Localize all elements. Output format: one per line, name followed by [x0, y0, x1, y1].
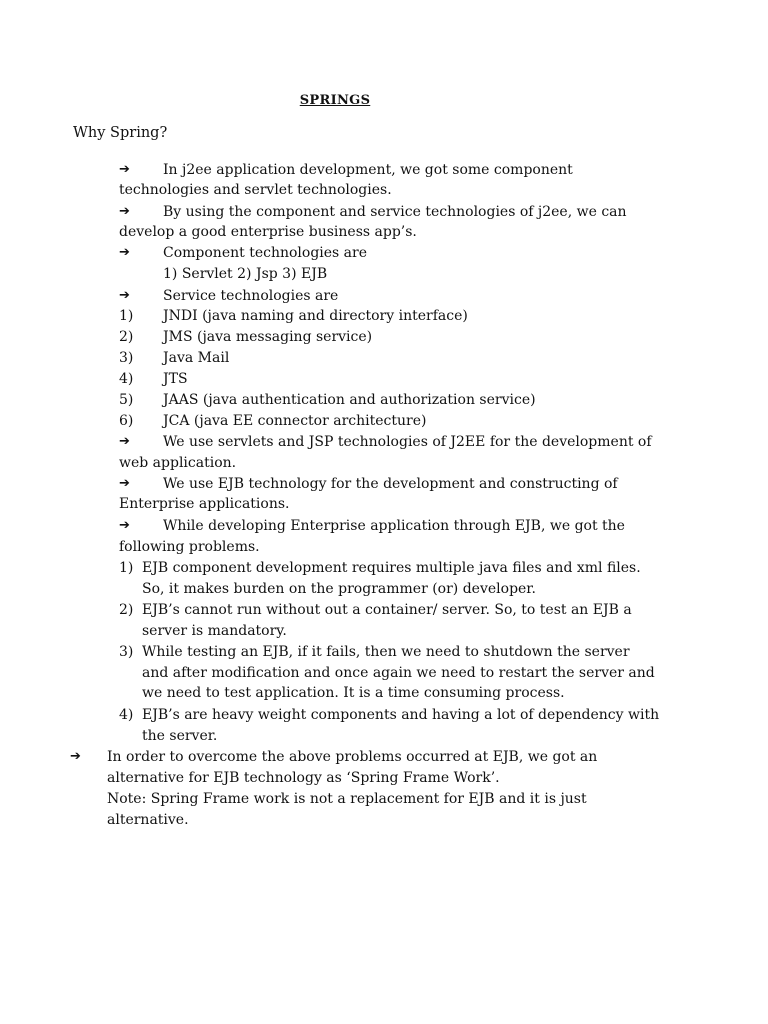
paragraph-text: Note: Spring Frame work is not a replacement for EJB and it is just	[107, 791, 587, 807]
bullet-text: While developing Enterprise application through EJB, we got the	[163, 518, 625, 534]
bullet-text: web application.	[119, 455, 237, 471]
list-item: JAAS (java authentication and authorization service)	[163, 392, 536, 408]
list-number: 3)	[119, 644, 134, 660]
list-number: 6)	[119, 413, 134, 429]
paragraph-text: alternative.	[107, 812, 189, 828]
paragraph-text: alternative for EJB technology as ‘Spring Frame Work’.	[107, 770, 500, 786]
list-item: JNDI (java naming and directory interface)	[163, 308, 468, 324]
list-number: 4)	[119, 707, 134, 723]
arrow-bullet-icon: ➔	[119, 204, 130, 219]
arrow-bullet-icon: ➔	[119, 518, 130, 533]
bullet-text: We use servlets and JSP technologies of J2EE for the development of	[163, 434, 652, 450]
list-number: 4)	[119, 371, 134, 387]
list-item: and after modification and once again we need to restart the server and	[142, 665, 655, 681]
bullet-text: Service technologies are	[163, 288, 339, 304]
list-item: While testing an EJB, if it fails, then we need to shutdown the server	[142, 644, 630, 660]
arrow-bullet-icon: ➔	[119, 162, 130, 177]
list-item: So, it makes burden on the programmer (or) developer.	[142, 581, 536, 597]
list-number: 3)	[119, 350, 134, 366]
arrow-bullet-icon: ➔	[70, 749, 81, 764]
bullet-text: We use EJB technology for the development and constructing of	[163, 476, 618, 492]
bullet-text: Enterprise applications.	[119, 496, 290, 512]
arrow-bullet-icon: ➔	[119, 245, 130, 260]
list-item: server is mandatory.	[142, 623, 287, 639]
list-item: the server.	[142, 728, 218, 744]
list-item: JCA (java EE connector architecture)	[163, 413, 427, 429]
list-item: JTS	[163, 371, 188, 387]
list-number: 2)	[119, 329, 134, 345]
bullet-text: 1) Servlet 2) Jsp 3) EJB	[163, 266, 328, 282]
list-item: we need to test application. It is a time consuming process.	[142, 685, 565, 701]
list-item: EJB’s cannot run without out a container/ server. So, to test an EJB a	[142, 602, 632, 618]
list-number: 5)	[119, 392, 134, 408]
list-number: 1)	[119, 560, 134, 576]
list-item: JMS (java messaging service)	[163, 329, 373, 345]
list-item: EJB’s are heavy weight components and having a lot of dependency with	[142, 707, 660, 723]
list-number: 2)	[119, 602, 134, 618]
bullet-text: develop a good enterprise business app’s.	[119, 224, 417, 240]
paragraph-text: In order to overcome the above problems occurred at EJB, we got an	[107, 749, 598, 765]
bullet-text: following problems.	[119, 539, 260, 555]
bullet-text: Component technologies are	[163, 245, 368, 261]
bullet-text: In j2ee application development, we got some component	[163, 162, 573, 178]
section-heading: Why Spring?	[73, 125, 168, 141]
bullet-text: technologies and servlet technologies.	[119, 182, 392, 198]
arrow-bullet-icon: ➔	[119, 288, 130, 303]
list-number: 1)	[119, 308, 134, 324]
arrow-bullet-icon: ➔	[119, 476, 130, 491]
arrow-bullet-icon: ➔	[119, 434, 130, 449]
list-item: EJB component development requires multiple java files and xml files.	[142, 560, 641, 576]
page-title: SPRINGS	[299, 93, 371, 108]
list-item: Java Mail	[163, 350, 230, 366]
bullet-text: By using the component and service technologies of j2ee, we can	[163, 204, 627, 220]
